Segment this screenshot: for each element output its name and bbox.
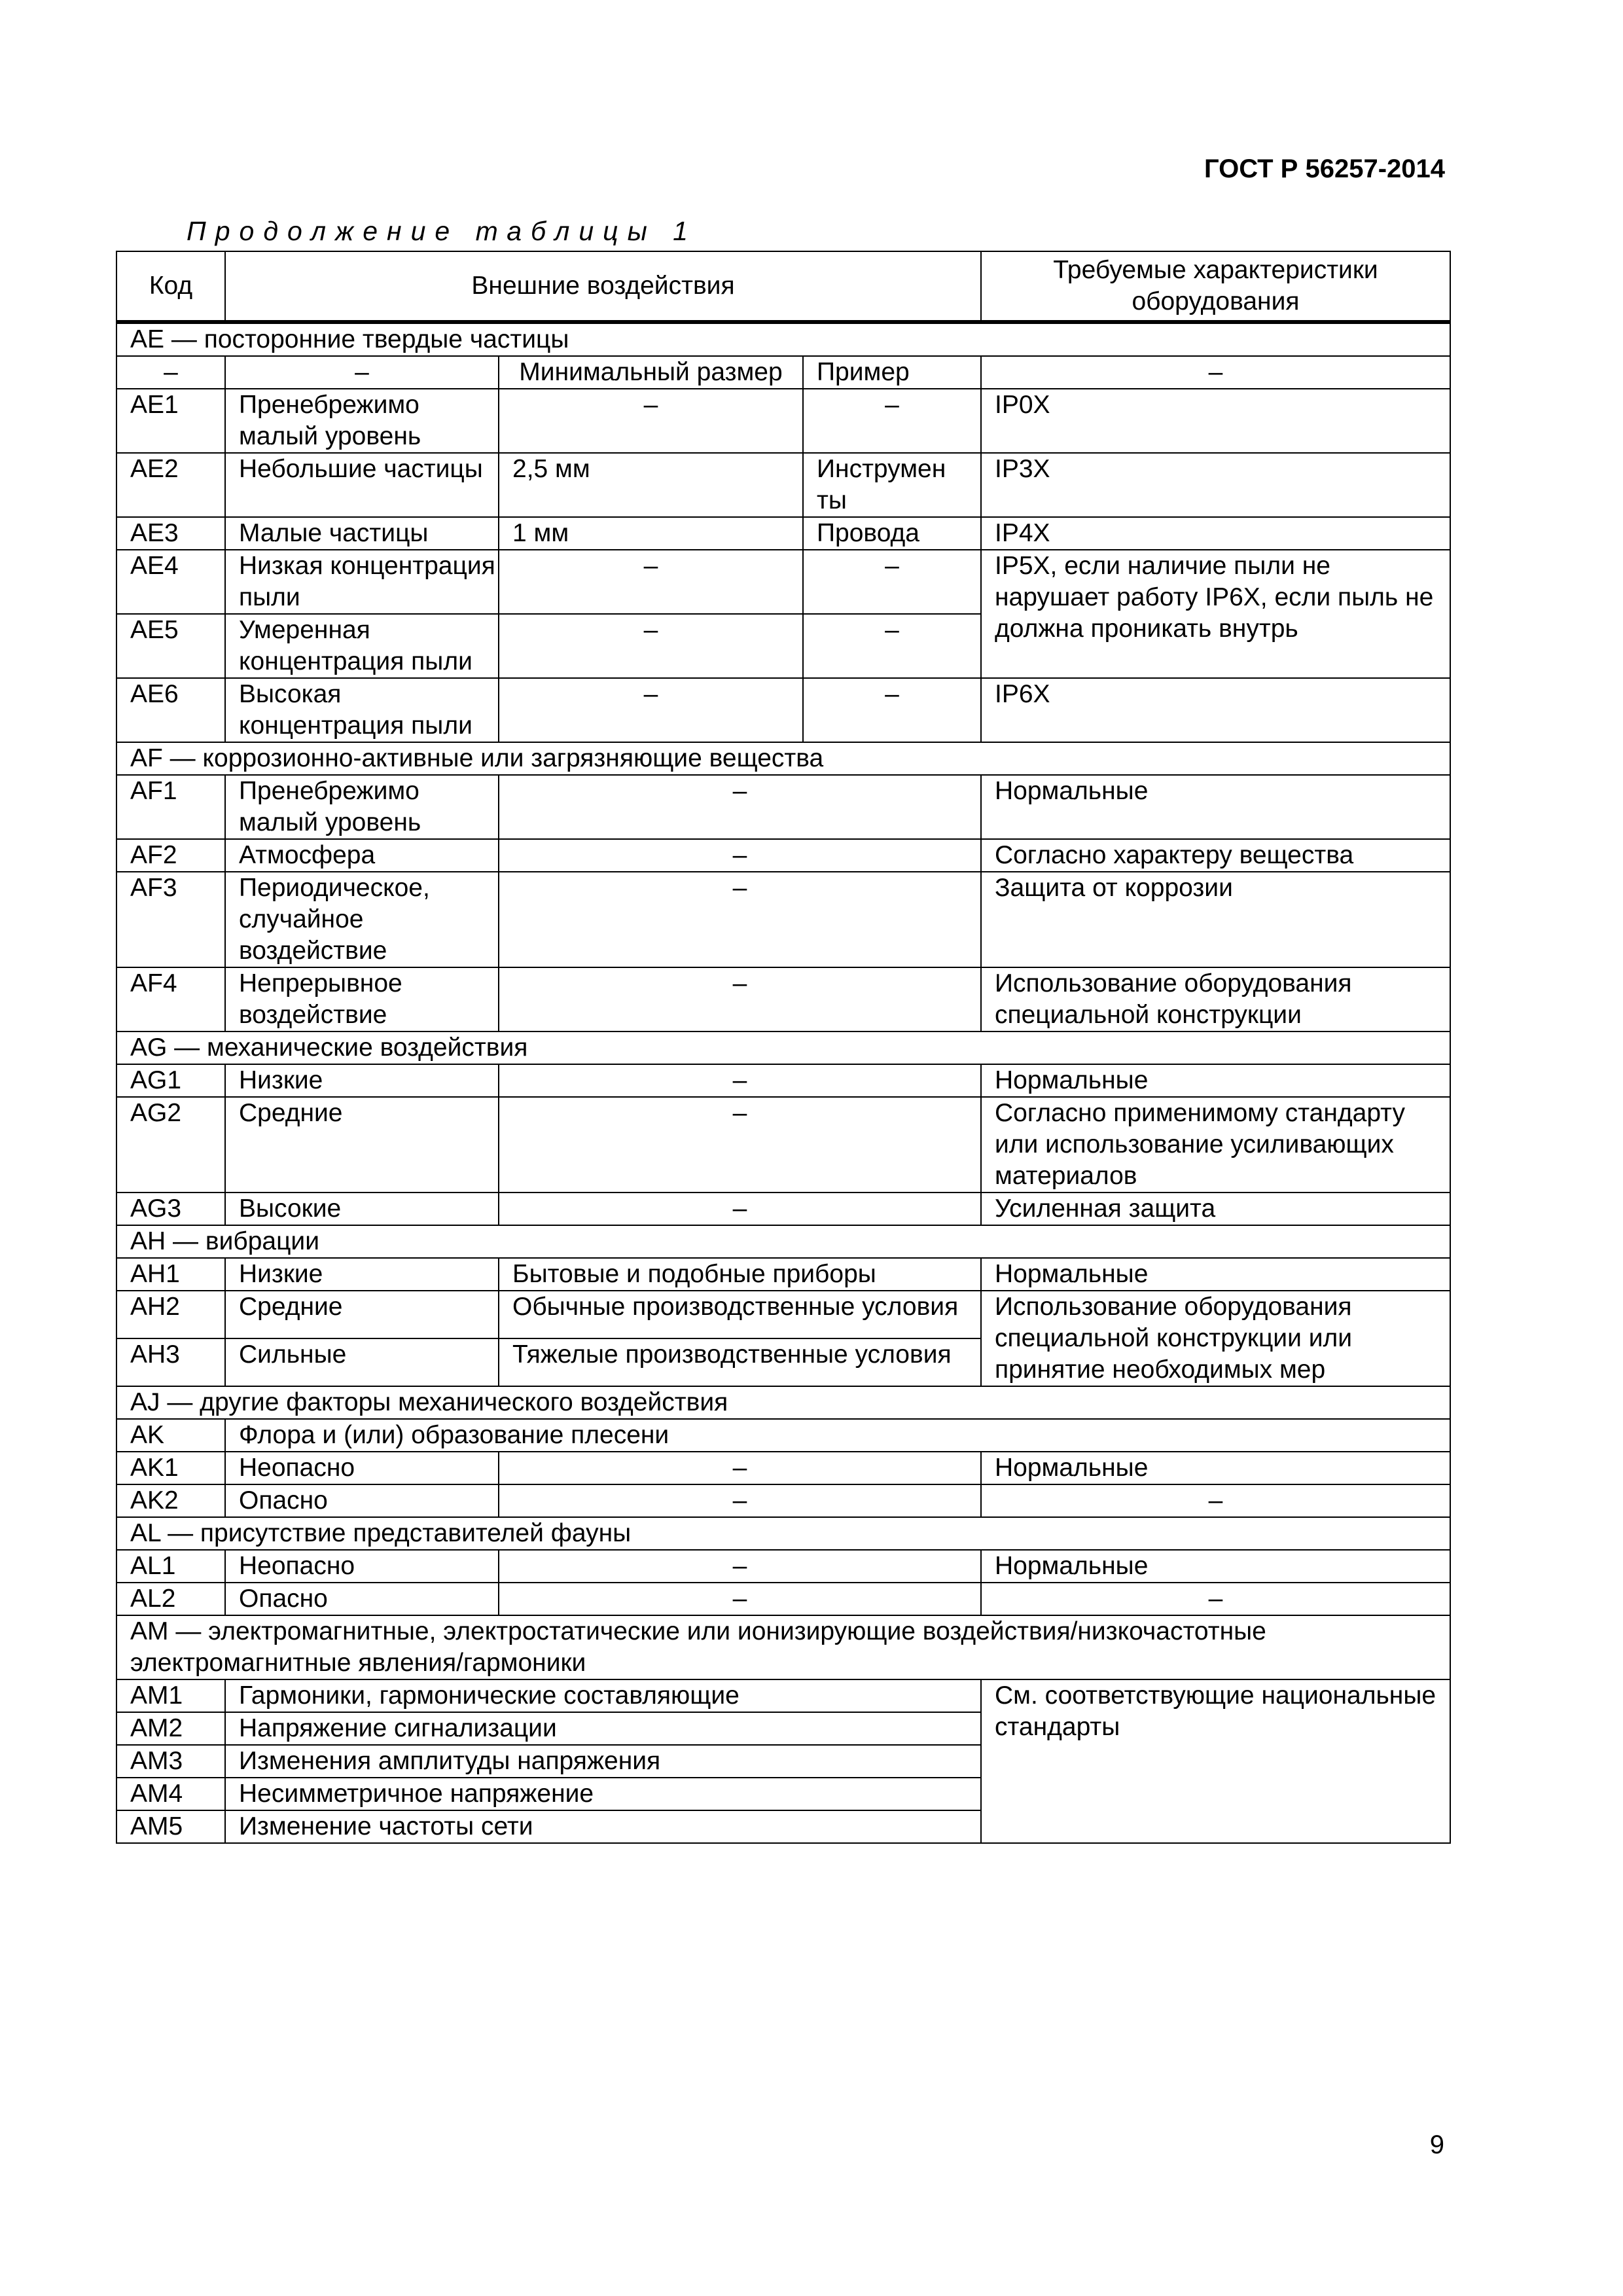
section-row xyxy=(116,1386,1450,1419)
cell-name: Умеренная концентрация пыли xyxy=(225,614,499,678)
cell-code: AF1 xyxy=(116,775,225,839)
table-row xyxy=(116,1097,1450,1193)
cell-code: AE1 xyxy=(116,389,225,453)
table-header-row xyxy=(116,251,1450,322)
cell-external: – xyxy=(499,1064,981,1097)
cell-required: Согласно применимому стандарту или использование усиливающих материалов xyxy=(981,1097,1450,1193)
page-number: 9 xyxy=(1429,2130,1444,2159)
header-code: Код xyxy=(116,251,225,322)
cell-code: AM3 xyxy=(116,1745,225,1778)
cell-name: Пренебрежимо малый уровень xyxy=(225,389,499,453)
cell-size: 1 мм xyxy=(499,517,803,550)
cell-external: – xyxy=(499,775,981,839)
cell-min-size-header: Минимальный размер xyxy=(499,356,803,389)
cell-code: – xyxy=(116,356,225,389)
table-row xyxy=(116,1193,1450,1225)
cell-example: – xyxy=(803,389,981,453)
cell-required: IP0X xyxy=(981,389,1450,453)
section-title: AH — вибрации xyxy=(116,1225,1450,1258)
cell-external: – xyxy=(499,1452,981,1484)
cell-required: Использование оборудования специальной конструкции xyxy=(981,967,1450,1031)
cell-code: AF4 xyxy=(116,967,225,1031)
cell-size: 2,5 мм xyxy=(499,453,803,517)
table-row xyxy=(116,1550,1450,1583)
cell-code: AG3 xyxy=(116,1193,225,1225)
header-external: Внешние воздействия xyxy=(225,251,981,322)
cell-size: – xyxy=(499,678,803,742)
cell-required: Нормальные xyxy=(981,1452,1450,1484)
table-row xyxy=(116,1291,1450,1338)
cell-example: Инструмен ты xyxy=(803,453,981,517)
section-title: AF — коррозионно-активные или загрязняющие вещества xyxy=(116,742,1450,775)
table-row xyxy=(116,550,1450,614)
cell-name: Атмосфера xyxy=(225,839,499,872)
cell-code: AF2 xyxy=(116,839,225,872)
cell-required: – xyxy=(981,1484,1450,1517)
cell-name: Флора и (или) образование плесени xyxy=(225,1419,1450,1452)
cell-required: Нормальные xyxy=(981,775,1450,839)
cell-size: – xyxy=(499,614,803,678)
cell-required: IP6X xyxy=(981,678,1450,742)
cell-external: – xyxy=(499,1583,981,1615)
cell-required: Защита от коррозии xyxy=(981,872,1450,967)
section-title: AE — посторонние твердые частицы xyxy=(116,322,1450,356)
cell-required: IP5X, если наличие пыли не нарушает работу IP6X, если пыль не должна проникать внутрь xyxy=(981,550,1450,678)
cell-required: Нормальные xyxy=(981,1064,1450,1097)
classification-table xyxy=(116,251,1451,1844)
cell-code: AE6 xyxy=(116,678,225,742)
cell-name: Низкие xyxy=(225,1258,499,1291)
cell-name: Опасно xyxy=(225,1583,499,1615)
table-row xyxy=(116,1419,1450,1452)
section-title: AG — механические воздействия xyxy=(116,1031,1450,1064)
cell-external: – xyxy=(499,1193,981,1225)
cell-external: Тяжелые производственные условия xyxy=(499,1338,981,1386)
cell-code: AE5 xyxy=(116,614,225,678)
cell-name: Высокие xyxy=(225,1193,499,1225)
cell-code: AH3 xyxy=(116,1338,225,1386)
table-row xyxy=(116,1679,1450,1712)
cell-name: Средние xyxy=(225,1097,499,1193)
cell-name: Изменение частоты сети xyxy=(225,1810,981,1843)
table-row xyxy=(116,872,1450,967)
cell-name: Периодическое, случайное воздействие xyxy=(225,872,499,967)
cell-required: Использование оборудования специальной конструкции или принятие необходимых мер xyxy=(981,1291,1450,1386)
cell-external: Бытовые и подобные приборы xyxy=(499,1258,981,1291)
table-row xyxy=(116,1064,1450,1097)
cell-required: Усиленная защита xyxy=(981,1193,1450,1225)
cell-name: Высокая концентрация пыли xyxy=(225,678,499,742)
header-required: Требуемые характеристики оборудования xyxy=(981,251,1450,322)
cell-external: – xyxy=(499,839,981,872)
cell-example: – xyxy=(803,550,981,614)
section-row xyxy=(116,1225,1450,1258)
cell-code: AK1 xyxy=(116,1452,225,1484)
cell-required: Нормальные xyxy=(981,1550,1450,1583)
table-row xyxy=(116,1484,1450,1517)
cell-required: – xyxy=(981,356,1450,389)
cell-code: AM2 xyxy=(116,1712,225,1745)
cell-code: AM5 xyxy=(116,1810,225,1843)
cell-required: Согласно характеру вещества xyxy=(981,839,1450,872)
section-row xyxy=(116,1031,1450,1064)
table-row xyxy=(116,356,1450,389)
cell-code: AM4 xyxy=(116,1778,225,1810)
section-row xyxy=(116,1615,1450,1679)
table-row xyxy=(116,678,1450,742)
cell-example: Провода xyxy=(803,517,981,550)
cell-code: AF3 xyxy=(116,872,225,967)
document-id: ГОСТ Р 56257-2014 xyxy=(1204,154,1445,183)
cell-external: – xyxy=(499,967,981,1031)
cell-example-header: Пример xyxy=(803,356,981,389)
cell-code: AG2 xyxy=(116,1097,225,1193)
cell-external: – xyxy=(499,1097,981,1193)
cell-external: – xyxy=(499,872,981,967)
section-row xyxy=(116,322,1450,356)
cell-name: Пренебрежимо малый уровень xyxy=(225,775,499,839)
cell-external: – xyxy=(499,1550,981,1583)
cell-name: Изменения амплитуды напряжения xyxy=(225,1745,981,1778)
cell-name: Низкая концентрация пыли xyxy=(225,550,499,614)
section-row xyxy=(116,1517,1450,1550)
section-title: AM — электромагнитные, электростатические или ионизирующие воздействия/низкочастотные электромагнитные явления/гармоники xyxy=(116,1615,1450,1679)
cell-name: Несимметричное напряжение xyxy=(225,1778,981,1810)
cell-name: Опасно xyxy=(225,1484,499,1517)
cell-code: AH2 xyxy=(116,1291,225,1338)
cell-code: AE2 xyxy=(116,453,225,517)
cell-code: AM1 xyxy=(116,1679,225,1712)
cell-code: AL1 xyxy=(116,1550,225,1583)
section-row xyxy=(116,742,1450,775)
cell-name: Неопасно xyxy=(225,1550,499,1583)
cell-external: Обычные производственные условия xyxy=(499,1291,981,1338)
cell-required: IP3X xyxy=(981,453,1450,517)
cell-code: AH1 xyxy=(116,1258,225,1291)
cell-name: Малые частицы xyxy=(225,517,499,550)
cell-required: Нормальные xyxy=(981,1258,1450,1291)
cell-name: Неопасно xyxy=(225,1452,499,1484)
cell-code: AK2 xyxy=(116,1484,225,1517)
cell-size: – xyxy=(499,550,803,614)
cell-name: – xyxy=(225,356,499,389)
cell-name: Небольшие частицы xyxy=(225,453,499,517)
table-continuation-label: Продолжение таблицы 1 xyxy=(187,216,697,246)
table-row xyxy=(116,1452,1450,1484)
cell-code: AK xyxy=(116,1419,225,1452)
cell-name: Гармоники, гармонические составляющие xyxy=(225,1679,981,1712)
table-row xyxy=(116,1258,1450,1291)
cell-name: Средние xyxy=(225,1291,499,1338)
table-row xyxy=(116,389,1450,453)
section-title: AL — присутствие представителей фауны xyxy=(116,1517,1450,1550)
table-row xyxy=(116,775,1450,839)
cell-name: Непрерывное воздействие xyxy=(225,967,499,1031)
table-row xyxy=(116,517,1450,550)
cell-example: – xyxy=(803,678,981,742)
cell-size: – xyxy=(499,389,803,453)
cell-code: AE4 xyxy=(116,550,225,614)
cell-name: Низкие xyxy=(225,1064,499,1097)
cell-code: AE3 xyxy=(116,517,225,550)
table-row xyxy=(116,1583,1450,1615)
section-title: AJ — другие факторы механического воздействия xyxy=(116,1386,1450,1419)
cell-name: Напряжение сигнализации xyxy=(225,1712,981,1745)
table-row xyxy=(116,453,1450,517)
cell-code: AG1 xyxy=(116,1064,225,1097)
cell-external: – xyxy=(499,1484,981,1517)
table-row xyxy=(116,839,1450,872)
cell-required: IP4X xyxy=(981,517,1450,550)
cell-required: См. соответствующие национальные стандарты xyxy=(981,1679,1450,1843)
cell-name: Сильные xyxy=(225,1338,499,1386)
cell-code: AL2 xyxy=(116,1583,225,1615)
cell-required: – xyxy=(981,1583,1450,1615)
table-row xyxy=(116,967,1450,1031)
cell-example: – xyxy=(803,614,981,678)
